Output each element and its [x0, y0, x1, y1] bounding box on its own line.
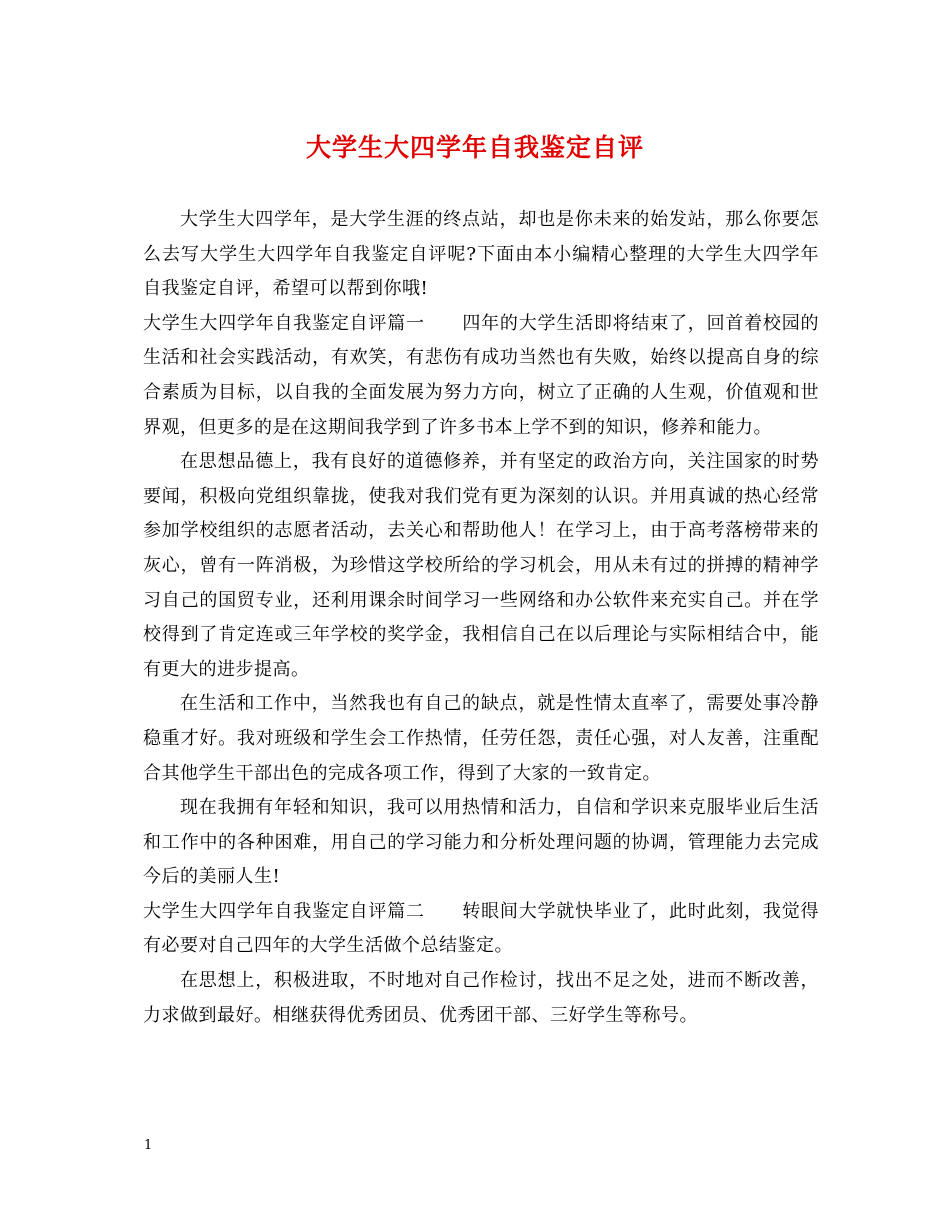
- morality-study-paragraph: 在思想品德上，我有良好的道德修养，并有坚定的政治方向，关注国家的时势要闻，积极向党组织靠拢，使我对我们党有更为深刻的认识。并用真诚的热心经常参加学校组织的志愿者活动，去关心和帮助他人！在学习上，由于高考落榜带来的灰心，曾有一阵消极，为珍惜这学校所给的学习机会，用从未有过的拼搏的精神学习自己的国贸专业，还利用课余时间学习一些网络和办公软件来充实自己。并在学校得到了肯定连或三年学校的奖学金，我相信自己在以后理论与实际相结合中，能有更大的进步提高。: [143, 451, 819, 680]
- thought-paragraph: 在思想上，积极进取，不时地对自己作检讨，找出不足之处，进而不断改善，力求做到最好。相继获得优秀团员、优秀团干部、三好学生等称号。: [143, 970, 819, 1026]
- life-work-paragraph: 在生活和工作中，当然我也有自己的缺点，就是性情太直率了，需要处事冷静稳重才好。我对班级和学生会工作热情，任劳任怨，责任心强，对人友善，注重配合其他学生干部出色的完成各项工作，得到了大家的一致肯定。: [143, 693, 819, 784]
- section-two-paragraph: 大学生大四学年自我鉴定自评篇二 转眼间大学就快毕业了，此时此刻，我觉得有必要对自己四年的大学生活做个总结鉴定。: [143, 900, 819, 957]
- page-title: 大学生大四学年自我鉴定自评: [305, 133, 644, 162]
- document-body: [143, 203, 819, 1033]
- page-number: 1: [144, 1138, 153, 1153]
- future-paragraph: 现在我拥有年轻和知识，我可以用热情和活力，自信和学识来克服毕业后生活和工作中的各种困难，用自己的学习能力和分析处理问题的协调，管理能力去完成今后的美丽人生!: [143, 797, 819, 888]
- section-one-paragraph: 大学生大四学年自我鉴定自评篇一 四年的大学生活即将结束了，回首着校园的生活和社会实践活动，有欢笑，有悲伤有成功当然也有失败，始终以提高自身的综合素质为目标，以自我的全面发展为努力方向，树立了正确的人生观，价值观和世界观，但更多的是在这期间我学到了许多书本上学不到的知识，修养和能力。: [143, 312, 819, 438]
- intro-paragraph: 大学生大四学年，是大学生涯的终点站，却也是你未来的始发站，那么你要怎么去写大学生大四学年自我鉴定自评呢?下面由本小编精心整理的大学生大四学年自我鉴定自评，希望可以帮到你哦!: [143, 209, 819, 300]
